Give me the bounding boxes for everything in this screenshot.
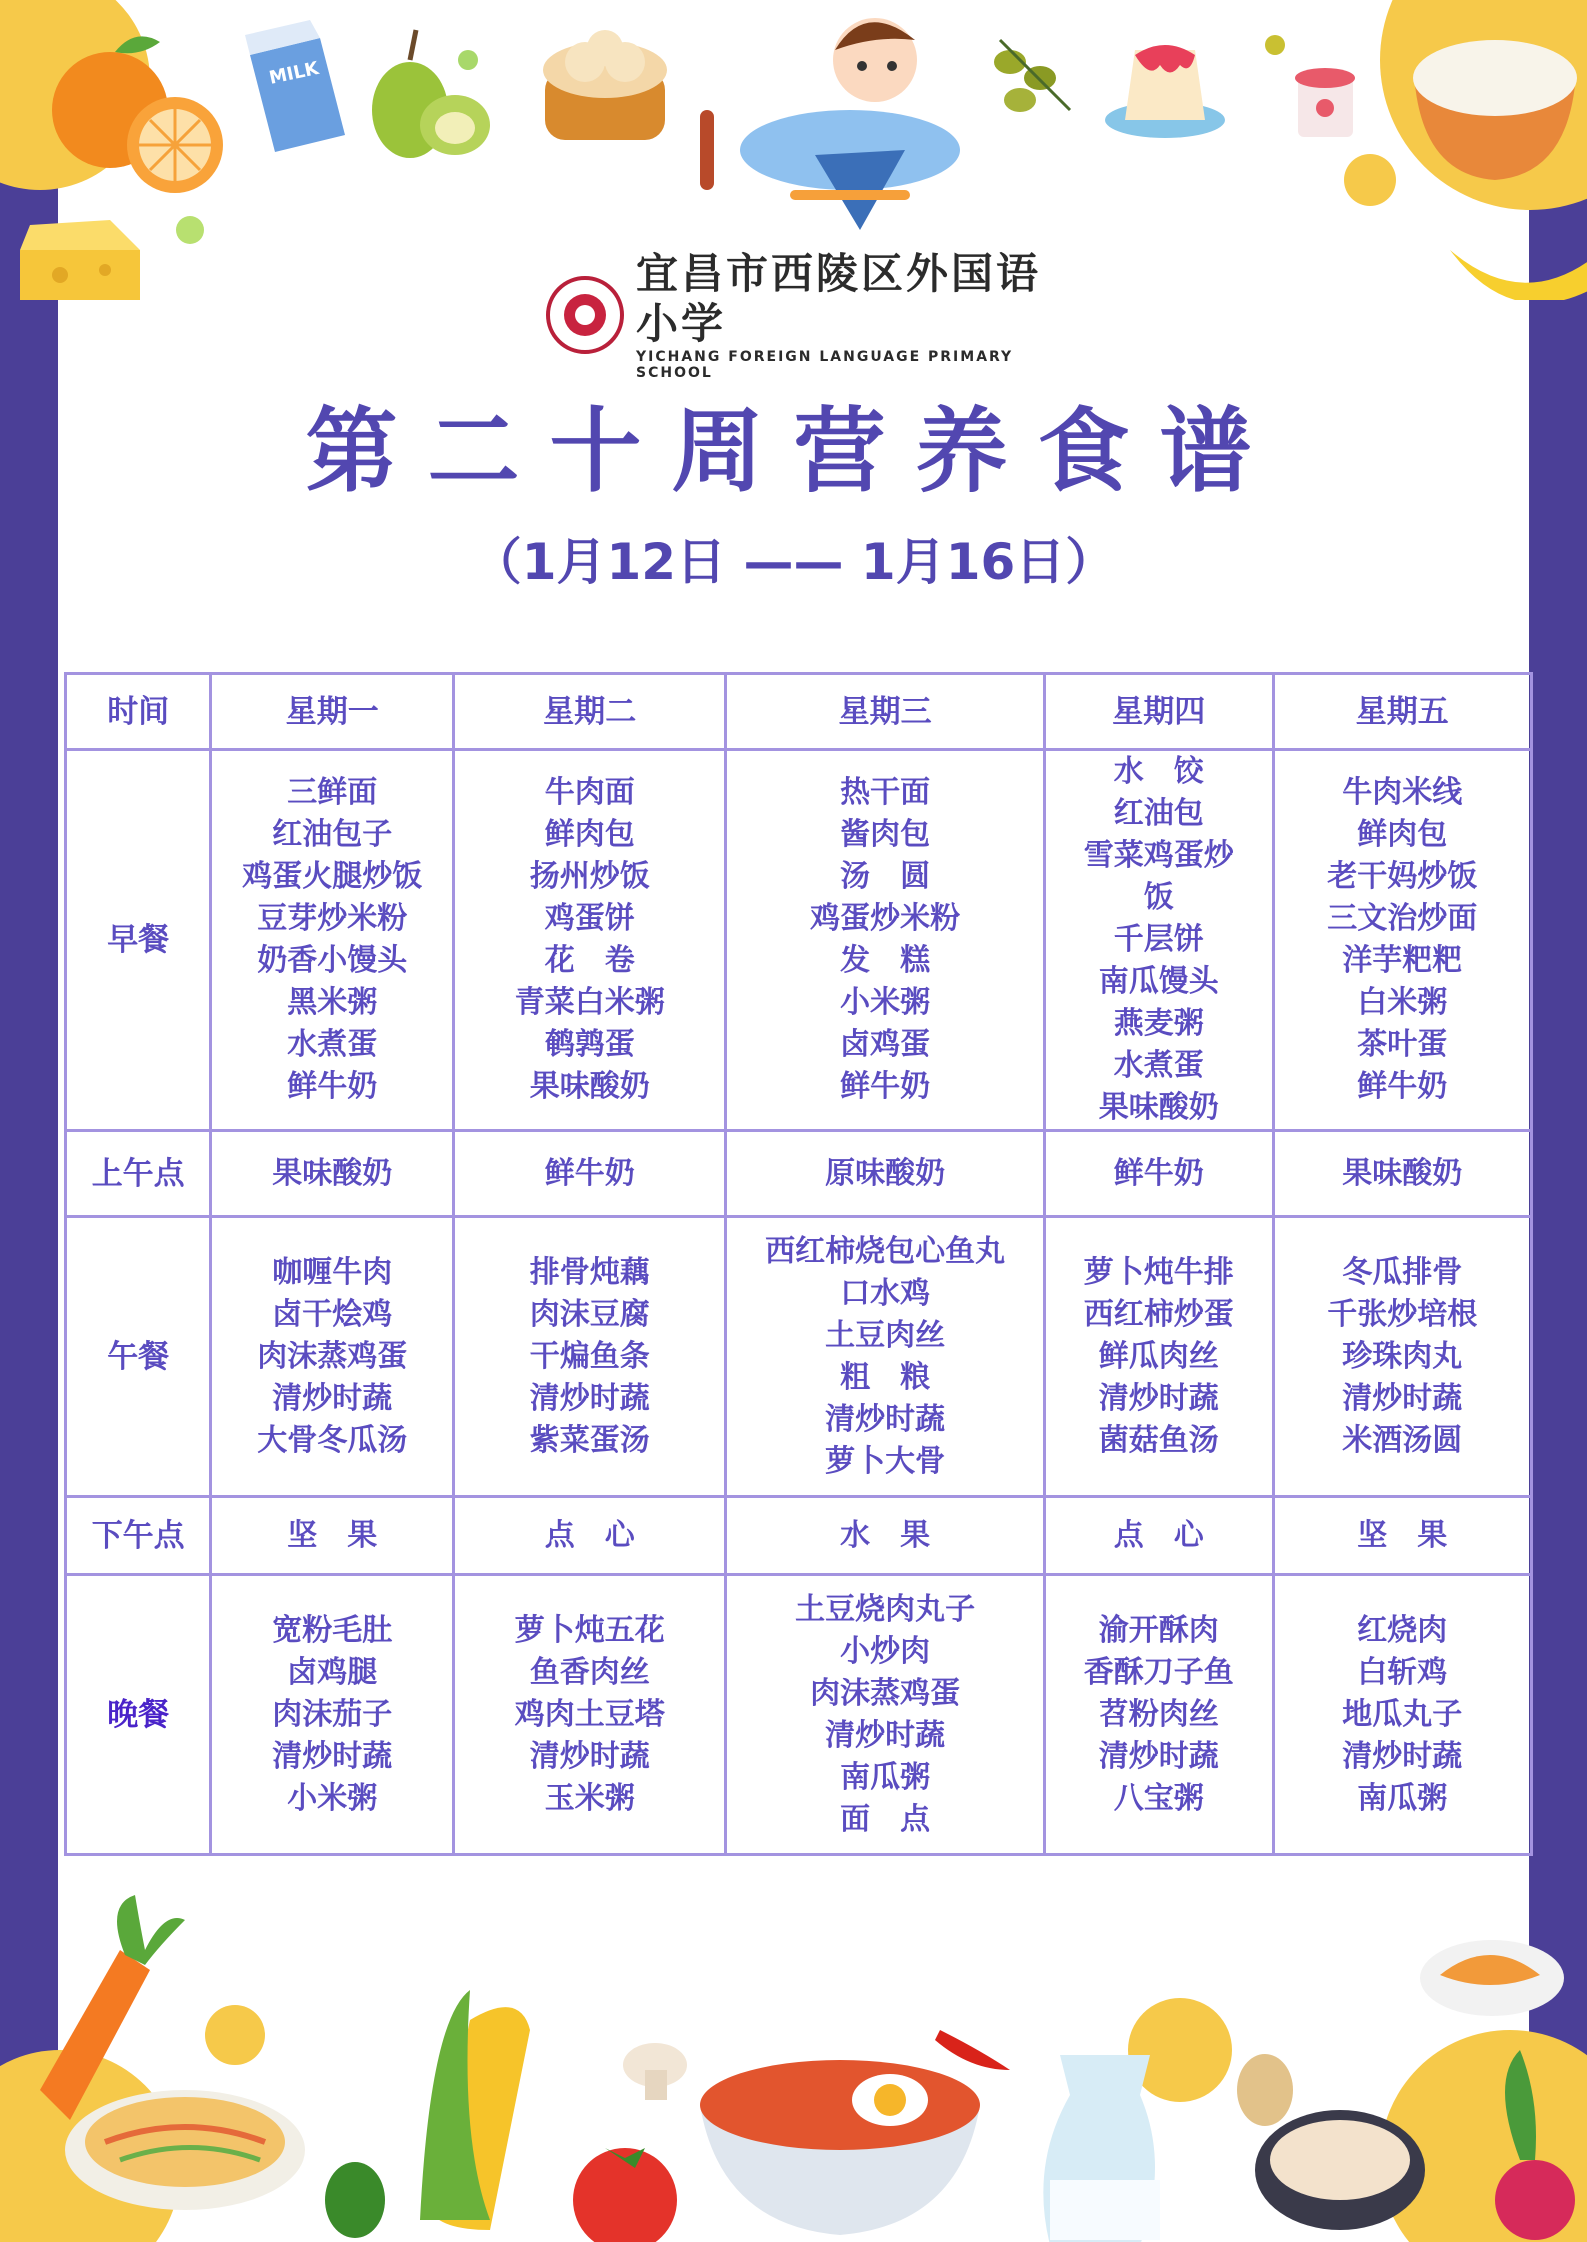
dish-item: 清炒时蔬 — [272, 1380, 393, 1416]
meal-row-breakfast — [66, 750, 1532, 1131]
dish-item: 鲜肉包 — [1357, 817, 1448, 852]
school-name-en: YICHANG FOREIGN LANGUAGE PRIMARY SCHOOL — [636, 349, 1014, 381]
dish-item: 汤 圆 — [840, 859, 931, 894]
dish-item: 红油包子 — [272, 817, 393, 852]
dish-item: 饭 — [1143, 880, 1174, 915]
dish-item: 肉沫茄子 — [272, 1696, 393, 1732]
milk-jug-icon — [1043, 2055, 1160, 2242]
menu-cell-morning-snack-thursday — [1044, 1131, 1273, 1217]
dish-item: 西红柿烧包心鱼丸 — [765, 1233, 1006, 1269]
pear-icon — [372, 30, 490, 158]
dish-item: 萝卜大骨 — [825, 1443, 946, 1479]
dish-item: 渝开酥肉 — [1098, 1612, 1219, 1648]
dish-item: 牛肉面 — [544, 775, 635, 810]
dish-item: 果味酸奶 — [1342, 1155, 1463, 1191]
bottom-decoration — [0, 1880, 1587, 2242]
meal-label-morning-snack: 上午点 — [66, 1131, 211, 1217]
dish-item: 白米粥 — [1357, 985, 1448, 1020]
school-logo — [546, 276, 624, 354]
dish-item: 发 糕 — [840, 943, 931, 978]
dumpling-plate-icon — [1420, 1940, 1564, 2016]
meal-row-lunch — [66, 1217, 1532, 1497]
dish-item: 鸡蛋炒米粉 — [810, 901, 961, 936]
dish-item: 鸡肉土豆塔 — [514, 1696, 665, 1732]
ramen-bowl-icon — [700, 2060, 980, 2235]
dish-item: 鹌鹑蛋 — [544, 1027, 635, 1062]
menu-cell-breakfast-tuesday — [454, 750, 726, 1131]
menu-cell-breakfast-wednesday — [726, 750, 1045, 1131]
dish-item: 排骨炖藕 — [529, 1254, 650, 1290]
menu-cell-dinner-friday — [1273, 1575, 1531, 1855]
dish-item: 千张炒培根 — [1327, 1296, 1478, 1332]
dish-item: 水煮蛋 — [1113, 1048, 1204, 1083]
menu-cell-afternoon-snack-tuesday — [454, 1497, 726, 1575]
mushroom-icon — [623, 2043, 687, 2100]
dish-item: 珍珠肉丸 — [1342, 1338, 1463, 1374]
dish-item: 坚 果 — [1357, 1517, 1448, 1553]
menu-cell-morning-snack-monday — [211, 1131, 454, 1217]
header-time: 时间 — [66, 674, 211, 750]
meal-label-breakfast: 早餐 — [66, 750, 211, 1131]
dish-item: 果味酸奶 — [272, 1155, 393, 1191]
dish-item: 奶香小馒头 — [257, 943, 408, 978]
dish-item: 南瓜粥 — [1357, 1780, 1448, 1816]
header-thursday: 星期四 — [1044, 674, 1273, 750]
menu-cell-afternoon-snack-friday — [1273, 1497, 1531, 1575]
pudding-icon — [1105, 45, 1225, 138]
dish-item: 鸡蛋火腿炒饭 — [242, 859, 423, 894]
menu-cell-breakfast-friday — [1273, 750, 1531, 1131]
dish-item: 鲜牛奶 — [840, 1069, 931, 1104]
dish-item: 八宝粥 — [1113, 1780, 1204, 1816]
dish-item: 水煮蛋 — [287, 1027, 378, 1062]
dish-item: 鲜牛奶 — [544, 1155, 635, 1191]
dish-item: 花 卷 — [544, 943, 635, 978]
dish-item: 清炒时蔬 — [1098, 1380, 1219, 1416]
dish-item: 茶叶蛋 — [1357, 1027, 1448, 1062]
header-row — [66, 674, 1532, 750]
dish-item: 洋芋粑粑 — [1342, 943, 1463, 978]
dish-item: 鲜肉包 — [544, 817, 635, 852]
dish-item: 小炒肉 — [840, 1633, 931, 1669]
dish-item: 水 饺 — [1113, 754, 1204, 789]
dish-item: 菌菇鱼汤 — [1098, 1422, 1219, 1458]
dish-item: 土豆肉丝 — [825, 1317, 946, 1353]
dish-item: 冬瓜排骨 — [1342, 1254, 1463, 1290]
dish-item: 面 点 — [840, 1801, 931, 1837]
dish-item: 红烧肉 — [1357, 1612, 1448, 1648]
menu-cell-breakfast-thursday — [1044, 750, 1273, 1131]
dish-item: 萝卜炖五花 — [514, 1612, 665, 1648]
soup-bowl-icon — [1255, 2110, 1425, 2230]
menu-cell-breakfast-monday — [211, 750, 454, 1131]
dish-item: 香酥刀子鱼 — [1083, 1654, 1234, 1690]
meal-row-dinner — [66, 1575, 1532, 1855]
dish-item: 三文治炒面 — [1327, 901, 1478, 936]
dish-item: 雪菜鸡蛋炒 — [1083, 838, 1234, 873]
boy-airplane-icon — [700, 18, 960, 230]
dish-item: 小米粥 — [287, 1780, 378, 1816]
menu-cell-dinner-tuesday — [454, 1575, 726, 1855]
dish-item: 卤鸡腿 — [287, 1654, 378, 1690]
meal-row-afternoon-snack — [66, 1497, 1532, 1575]
menu-cell-morning-snack-tuesday — [454, 1131, 726, 1217]
menu-cell-dinner-wednesday — [726, 1575, 1045, 1855]
dish-item: 热干面 — [840, 775, 931, 810]
dish-item: 肉沫蒸鸡蛋 — [810, 1675, 961, 1711]
dish-item: 苕粉肉丝 — [1098, 1696, 1219, 1732]
dish-item: 黑米粥 — [287, 985, 378, 1020]
menu-cell-morning-snack-friday — [1273, 1131, 1531, 1217]
header-monday: 星期一 — [211, 674, 454, 750]
dish-item: 燕麦粥 — [1113, 1006, 1204, 1041]
header-tuesday: 星期二 — [454, 674, 726, 750]
yogurt-cup-icon — [1295, 68, 1355, 137]
menu-cell-morning-snack-wednesday — [726, 1131, 1045, 1217]
dish-item: 鲜瓜肉丝 — [1098, 1338, 1219, 1374]
meal-label-dinner: 晚餐 — [66, 1575, 211, 1855]
dish-item: 卤干烩鸡 — [272, 1296, 393, 1332]
dish-item: 鱼香肉丝 — [529, 1654, 650, 1690]
dish-item: 西红柿炒蛋 — [1083, 1296, 1234, 1332]
dish-item: 口水鸡 — [840, 1275, 931, 1311]
chili-icon — [935, 2030, 1010, 2070]
dish-item: 小米粥 — [840, 985, 931, 1020]
dish-item: 坚 果 — [287, 1517, 378, 1553]
dish-item: 粗 粮 — [840, 1359, 931, 1395]
dish-item: 清炒时蔬 — [825, 1401, 946, 1437]
menu-cell-afternoon-snack-wednesday — [726, 1497, 1045, 1575]
dish-item: 咖喱牛肉 — [272, 1254, 393, 1290]
dish-item: 地瓜丸子 — [1342, 1696, 1463, 1732]
menu-cell-lunch-wednesday — [726, 1217, 1045, 1497]
dish-item: 果味酸奶 — [529, 1069, 650, 1104]
dish-item: 大骨冬瓜汤 — [257, 1422, 408, 1458]
school-name-cn: 宜昌市西陵区外国语小学 — [636, 249, 1042, 348]
dish-item: 鸡蛋饼 — [544, 901, 635, 936]
dish-item: 果味酸奶 — [1098, 1090, 1219, 1125]
dish-item: 豆芽炒米粉 — [257, 901, 408, 936]
pepper-icon — [325, 2162, 385, 2238]
header-friday: 星期五 — [1273, 674, 1531, 750]
menu-cell-lunch-friday — [1273, 1217, 1531, 1497]
cheese-icon — [20, 216, 204, 300]
header-wednesday: 星期三 — [726, 674, 1045, 750]
dish-item: 萝卜炖牛排 — [1083, 1254, 1234, 1290]
dish-item: 鲜牛奶 — [1357, 1069, 1448, 1104]
dish-item: 肉沫蒸鸡蛋 — [257, 1338, 408, 1374]
dish-item: 清炒时蔬 — [1098, 1738, 1219, 1774]
svg-text:MILK: MILK — [267, 57, 321, 89]
dish-item: 肉沫豆腐 — [529, 1296, 650, 1332]
meal-label-lunch: 午餐 — [66, 1217, 211, 1497]
dish-item: 白斩鸡 — [1357, 1654, 1448, 1690]
dish-item: 酱肉包 — [840, 817, 931, 852]
meal-label-afternoon-snack: 下午点 — [66, 1497, 211, 1575]
dish-item: 千层饼 — [1113, 922, 1204, 957]
dish-item: 清炒时蔬 — [825, 1717, 946, 1753]
menu-cell-lunch-monday — [211, 1217, 454, 1497]
dish-item: 扬州炒饭 — [529, 859, 650, 894]
dish-item: 干煸鱼条 — [529, 1338, 650, 1374]
menu-cell-afternoon-snack-monday — [211, 1497, 454, 1575]
school-header — [546, 249, 1066, 381]
dish-item: 宽粉毛肚 — [272, 1612, 393, 1648]
noodle-bowl-icon — [65, 2090, 305, 2210]
dish-item: 清炒时蔬 — [1342, 1738, 1463, 1774]
dish-item: 南瓜粥 — [840, 1759, 931, 1795]
dish-item: 水 果 — [840, 1517, 931, 1553]
dish-item: 玉米粥 — [544, 1780, 635, 1816]
dish-item: 卤鸡蛋 — [840, 1027, 931, 1062]
potato-icon — [1237, 2054, 1293, 2126]
dish-item: 南瓜馒头 — [1098, 964, 1219, 999]
menu-cell-lunch-tuesday — [454, 1217, 726, 1497]
dish-item: 红油包 — [1113, 796, 1204, 831]
corn-icon — [420, 1990, 530, 2230]
dish-item: 清炒时蔬 — [1342, 1380, 1463, 1416]
bun-steamer-icon — [543, 30, 667, 140]
dish-item: 点 心 — [544, 1517, 635, 1553]
dish-item: 土豆烧肉丸子 — [795, 1591, 976, 1627]
dish-item: 鲜牛奶 — [287, 1069, 378, 1104]
dish-item: 紫菜蛋汤 — [529, 1422, 650, 1458]
menu-cell-dinner-thursday — [1044, 1575, 1273, 1855]
menu-cell-afternoon-snack-thursday — [1044, 1497, 1273, 1575]
dish-item: 老干妈炒饭 — [1327, 859, 1478, 894]
menu-cell-dinner-monday — [211, 1575, 454, 1855]
milk-carton-icon — [245, 20, 345, 152]
dish-item: 三鲜面 — [287, 775, 378, 810]
dish-item: 牛肉米线 — [1342, 775, 1463, 810]
tomato-icon — [573, 2148, 677, 2242]
dish-item: 青菜白米粥 — [514, 985, 665, 1020]
menu-table — [64, 672, 1533, 1856]
dish-item: 清炒时蔬 — [529, 1380, 650, 1416]
dish-item: 鲜牛奶 — [1113, 1155, 1204, 1191]
menu-cell-lunch-thursday — [1044, 1217, 1273, 1497]
dish-item: 清炒时蔬 — [529, 1738, 650, 1774]
dish-item: 清炒时蔬 — [272, 1738, 393, 1774]
dish-item: 米酒汤圆 — [1342, 1422, 1463, 1458]
meal-row-morning-snack — [66, 1131, 1532, 1217]
dish-item: 点 心 — [1113, 1517, 1204, 1553]
banana-icon — [1450, 250, 1587, 300]
date-range: （1月12日 —— 1月16日） — [471, 533, 1116, 591]
dish-item: 原味酸奶 — [825, 1155, 946, 1191]
page-title: 第二十周营养食谱 — [305, 398, 1282, 505]
